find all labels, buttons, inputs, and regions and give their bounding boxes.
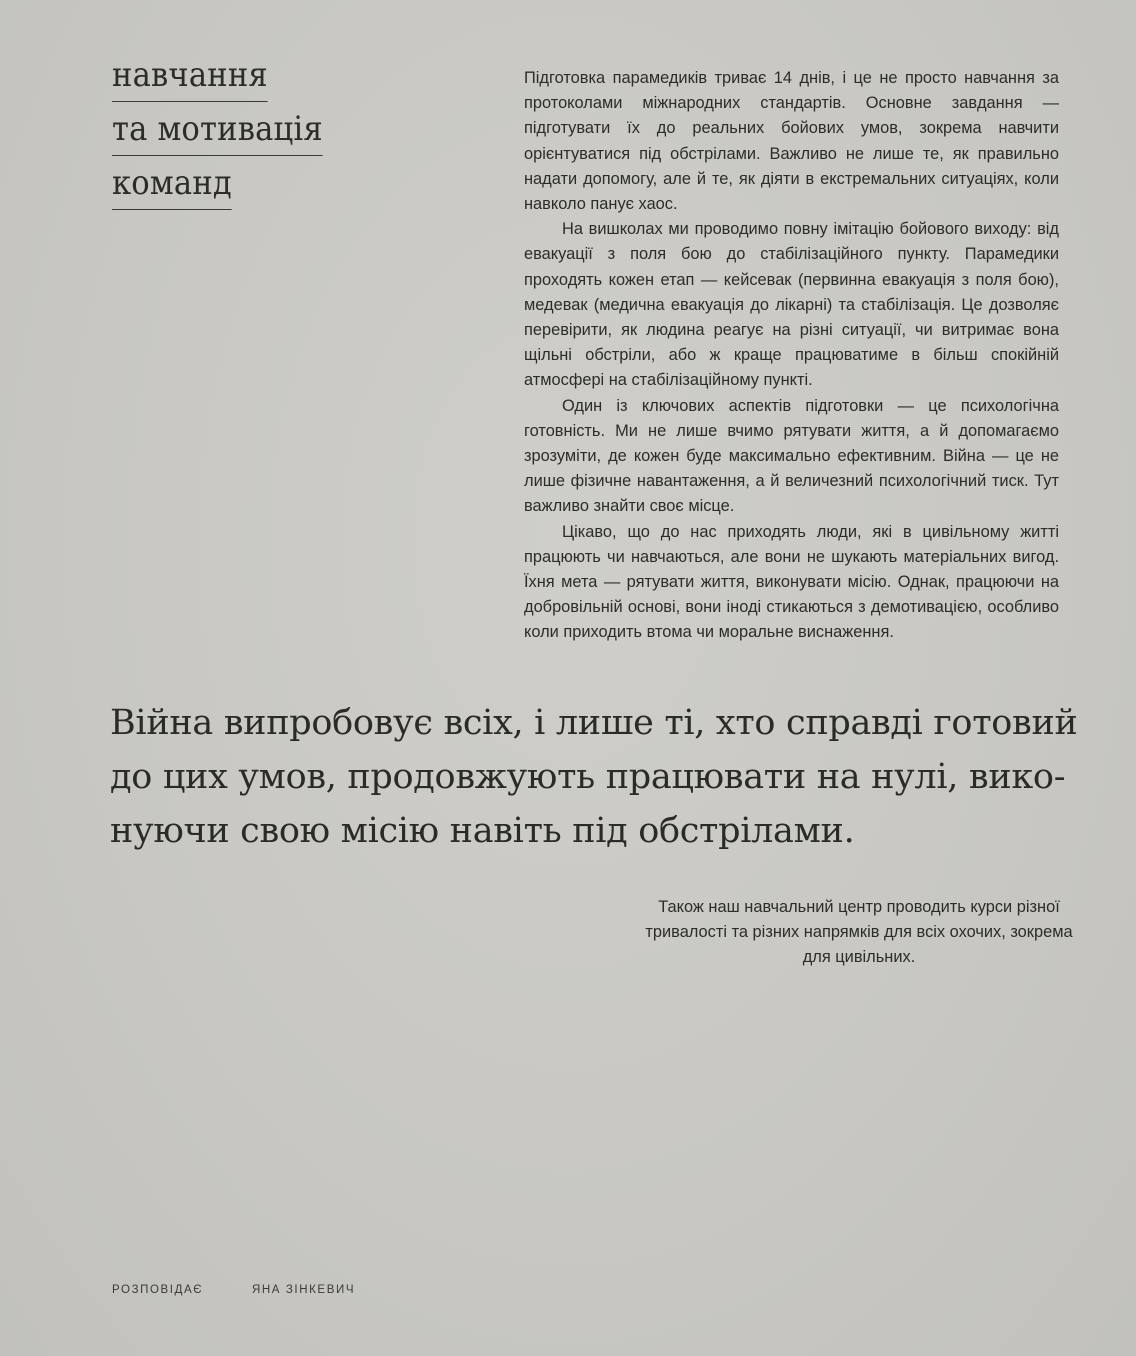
- title-line: навчання: [112, 52, 268, 102]
- article-body: [524, 66, 1059, 646]
- section-title: [112, 52, 346, 210]
- body-paragraph: Один із ключових аспектів підготовки — це психологічна готовність. Ми не лише вчимо рятувати життя, а й допомагаємо зрозуміти, де кожен буде максимально ефективним. Війна — це не лише фізичне навантаження, а й величезний психологічний тиск. Тут важливо знайти своє місце.: [524, 396, 1059, 516]
- pull-quote-line: Війна випробовує всіх, і лише ті, хто справді готовий: [110, 703, 1078, 743]
- body-paragraph: На вишколах ми проводимо повну імітацію бойового виходу: від евакуації з поля бою до стабілізаційного пункту. Парамедики проходять кожен етап — кейсевак (первинна евакуація з поля бою), медевак (медична евакуація до лікарні) та стабілізація. Це дозволяє перевірити, як людина реагує на різні ситуації, чи витримає вона щільні обстріли, або ж краще працюватиме в більш спокійній атмосфері на стабілізаційному пункті.: [524, 220, 1059, 390]
- title-line: та мотивація: [112, 106, 323, 156]
- pull-quote-line: до цих умов, продовжують працювати на нулі, вико-: [110, 757, 1066, 797]
- body-paragraph: Цікаво, що до нас приходять люди, які в цивільному житті працюють чи навчаються, але вони не шукають матеріальних вигод. Їхня мета — рятувати життя, виконувати місію. Однак, працюючи на добровільній основі, вони іноді стикаються з демотивацією, особливо коли приходить втома чи моральне виснаження.: [524, 522, 1059, 642]
- body-paragraph: Підготовка парамедиків триває 14 днів, і це не просто навчання за протоколами міжнародних стандартів. Основне завдання — підготувати їх до реальних бойових умов, зокрема навчити орієнтуватися під обстрілами. Важливо не лише те, як правильно надати допомогу, але й те, як діяти в екстремальних ситуаціях, коли навколо панує хаос.: [524, 69, 1059, 214]
- pull-quote: [110, 696, 1078, 858]
- title-line: команд: [112, 160, 232, 210]
- credit-label: РОЗПОВІДАЄ: [112, 1284, 204, 1296]
- pull-quote-line: нуючи свою місію навіть під обстрілами.: [110, 811, 855, 851]
- side-note: Також наш навчальний центр проводить курси різної тривалості та різних напрямків для всіх охочих, зокрема для цивільних.: [645, 898, 1073, 966]
- credit-name: ЯНА ЗІНКЕВИЧ: [252, 1284, 356, 1296]
